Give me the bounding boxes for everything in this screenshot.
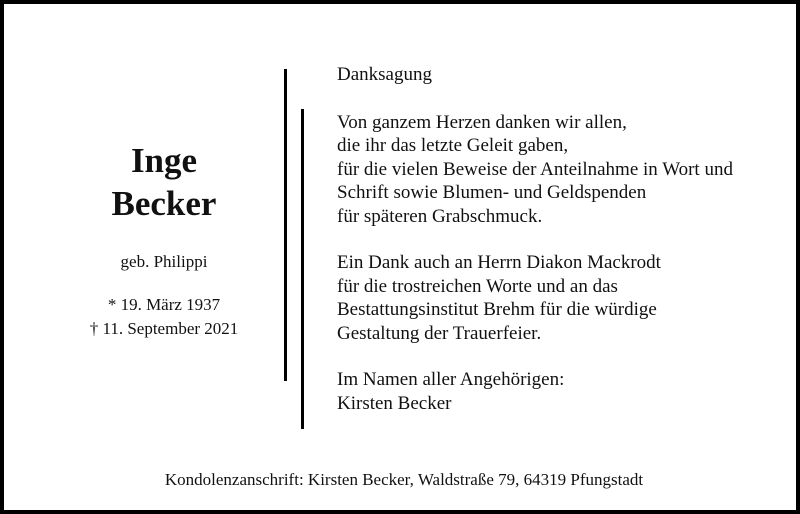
thanks-heading: Danksagung [337, 64, 432, 85]
divider-line-right [301, 109, 304, 429]
text-line: Gestaltung der Trauerfeier. [337, 322, 542, 344]
text-line: für die vielen Beweise der Anteilnahme in Wort und [337, 158, 733, 180]
condolence-address [4, 469, 800, 491]
address-text: Kondolenzanschrift: Kirsten Becker, Waldstraße 79, 64319 Pfungstadt [164, 470, 644, 489]
life-dates [44, 293, 284, 341]
text-line: Schrift sowie Blumen- und Geldspenden [337, 182, 647, 203]
text-line: die ihr das letzte Geleit gaben, [337, 135, 569, 156]
closing-signature [337, 368, 777, 415]
thanks-paragraph-1 [337, 111, 777, 229]
thanks-text-block [337, 63, 777, 415]
first-name: Inge [130, 141, 198, 180]
deceased-block [44, 139, 284, 341]
text-line: Von ganzem Herzen danken wir allen, [337, 111, 627, 133]
text-line: für die trostreichen Worte und an das [337, 275, 618, 297]
maiden-name: geb. Philippi [120, 252, 208, 271]
last-name: Becker [111, 184, 217, 223]
divider-line-left [284, 69, 287, 381]
signature-name: Kirsten Becker [337, 392, 452, 414]
birth-date: * 19. März 1937 [107, 295, 221, 314]
text-line: Bestattungsinstitut Brehm für die würdige [337, 299, 657, 320]
text-line: Ein Dank auch an Herrn Diakon Mackrodt [337, 252, 661, 273]
closing-line: Im Namen aller Angehörigen: [337, 369, 565, 390]
thanks-paragraph-2 [337, 251, 777, 345]
death-date: † 11. September 2021 [89, 319, 239, 338]
text-line: für späteren Grabschmuck. [337, 205, 543, 227]
